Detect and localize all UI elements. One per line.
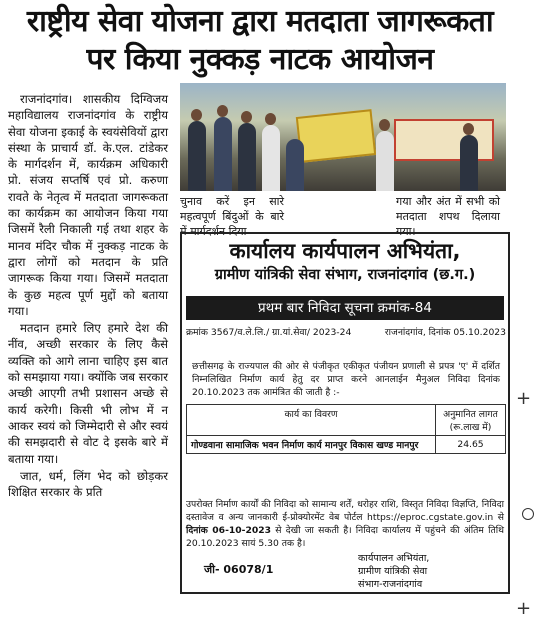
table-cell-cost: 24.65 xyxy=(436,436,506,454)
caption-column-1: चुनाव करें इन सारे महत्वपूर्ण बिंदुओं के बारे में मार्गदर्शन दिया xyxy=(180,195,284,238)
table-header-cost: अनुमानित लागत (रू.लाख में) xyxy=(436,405,506,436)
photo-person-head xyxy=(379,119,390,131)
tender-conditions-date: दिनांक 06-10-2023 xyxy=(186,525,272,536)
rally-photo xyxy=(180,83,506,191)
tender-signature xyxy=(358,552,498,591)
table-cell-work: गोण्डवाना सामाजिक भवन निर्माण कार्य मानपुर विकास खण्ड मानपुर xyxy=(187,436,436,454)
registration-cross-icon: + xyxy=(516,388,532,409)
photo-person xyxy=(238,123,256,191)
photo-person xyxy=(460,135,478,191)
tender-notice xyxy=(180,232,510,594)
article-paragraph-3: जात, धर्म, लिंग भेद को छोड़कर शिक्षित सरकार के प्रति xyxy=(8,468,168,500)
photo-person-head xyxy=(191,109,202,121)
tender-office-title: कार्यालय कार्यपालन अभियंता, xyxy=(229,239,461,263)
photo-person-head xyxy=(265,113,276,125)
table-header-row xyxy=(187,405,506,436)
photo-person-head xyxy=(241,111,252,123)
signature-line-3: संभाग-राजनांदगांव xyxy=(358,579,423,590)
tender-code: जी- 06078/1 xyxy=(204,563,274,576)
registration-circle-icon xyxy=(522,508,534,520)
article-left-column xyxy=(8,91,168,500)
signature-line-1: कार्यपालन अभियंता, xyxy=(358,553,430,564)
photo-person xyxy=(188,121,206,191)
photo-person xyxy=(262,125,280,191)
headline-line-1: राष्ट्रीय सेवा योजना द्वारा मतदाता जागरूकता xyxy=(26,4,494,39)
article-paragraph-2: मतदान हमारे लिए हमारे देश की नींव, अच्छी सरकार के लिए कैसे व्यक्ति को आगे लाना चाहिए इस बात को समझाया गया। क्योंकि जब सरकार अच्छी आएगी तभी प्रशासन अच्छे से कार्य करेगी। किसी भी लोभ में न आकर स्वयं को जिम्मेदारी से और स्वयं की समझदारी से वोट दे इसके बारे में बताया गया। xyxy=(8,321,168,466)
tender-conditions-part-1: उपरोक्त निर्माण कार्यों की निविदा को सामान्य शर्तें, धरोहर राशि, विस्तृत निविदा विज्ञप्ति, निविदा दस्तावेज व अन्य जानकारी ई-प्रोक्योरमेंट वेब पोर्टल https://eproc.cgstate.gov.in से xyxy=(186,499,504,523)
article-paragraph-1: राजनांदगांव। शासकीय दिग्विजय महाविद्यालय राजनांदगांव के राष्ट्रीय सेवा योजना इकाई के स्वयंसेवियों द्वारा संस्था के प्राचार्य डॉ. के.एल. टांडेकर के मार्गदर्शन में, कार्यक्रम अधिकारी प्रो. संजय सप्तर्षि एवं प्रो. करुणा रावते के नेतृत्व में मतदाता जागरूकता का कार्यक्रम का आयोजन किया गया जिसमें रैली निकाली गई तथा शहर के मानव मंदिर चौक में नुक्कड़ नाटक के द्वारा लोगों को मतदान के प्रति जागरूक किया गया। जिसमें मतदाता के कुछ महत्व पूर्ण मुद्दों को बताया गया। xyxy=(8,92,168,318)
tender-conditions xyxy=(186,498,504,550)
photo-person-head xyxy=(463,123,474,135)
caption-column-3: गया और अंत में सभी को मतदाता शपथ दिलाया गया। xyxy=(396,195,500,238)
tender-reference-number: क्रमांक 3567/व.ले.लि./ ग्रा.यां.सेवा/ 2023-24 xyxy=(186,327,352,338)
signature-line-2: ग्रामीण यांत्रिकी सेवा xyxy=(358,566,428,577)
tender-table xyxy=(186,404,506,454)
photo-person xyxy=(286,139,304,191)
table-header-work: कार्य का विवरण xyxy=(187,405,436,436)
tender-body-text: छत्तीसगढ़ के राज्यपाल की ओर से पंजीकृत एकीकृत पंजीयन प्रणाली से प्रपत्र 'ए' में दर्शित निम्नलिखित निर्माण कार्य हेतु दर प्राप्त करने आनलाईन मैनुअल निविदा दिनांक 20.10.2023 तक आमंत्रित की जाती है :- xyxy=(192,361,500,398)
tender-conditions-part-2: से देखी जा सकती है। निविदा कार्यालय में पहुंचने की अंतिम तिथि 20.10.2023 सायं 5.30 तक है। xyxy=(186,525,504,549)
photo-banner-right xyxy=(394,119,494,161)
photo-person xyxy=(376,131,394,191)
headline-line-2: पर किया नुक्कड़ नाटक आयोजन xyxy=(86,42,434,77)
photo-banner-left xyxy=(296,109,376,163)
photo-person xyxy=(214,117,232,191)
tender-notice-bar: प्रथम बार निविदा सूचना क्रमांक-84 xyxy=(186,296,504,320)
tender-date: राजनांदगांव, दिनांक 05.10.2023 xyxy=(384,327,506,338)
table-row xyxy=(187,436,506,454)
registration-cross-icon: + xyxy=(516,598,532,619)
tender-reference-line xyxy=(186,326,506,339)
tender-office-subtitle: ग्रामीण यांत्रिकी सेवा संभाग, राजनांदगांव (छ.ग.) xyxy=(214,267,476,283)
photo-person-head xyxy=(217,105,228,117)
